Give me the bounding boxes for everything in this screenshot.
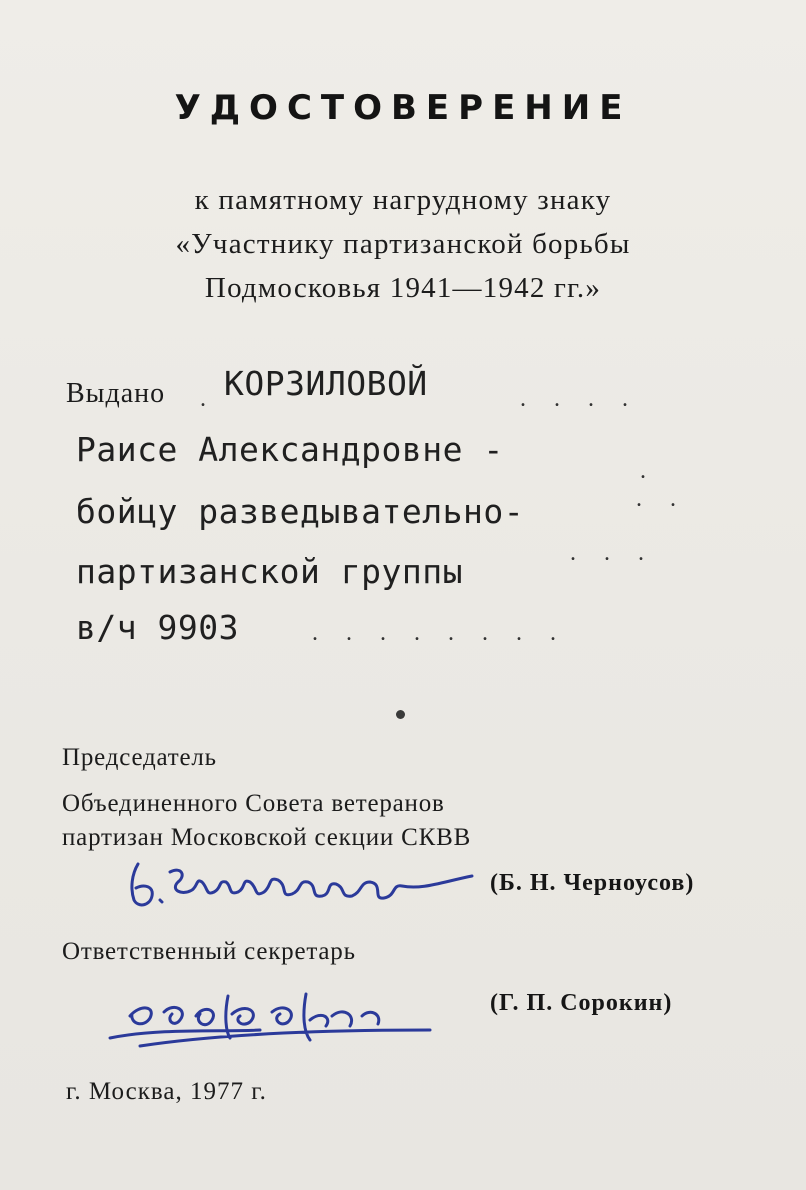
fill-dots: .. (636, 486, 704, 512)
chairman-title-line: Объединенного Совета ветеранов (62, 790, 445, 817)
issued-label: Выдано (66, 378, 166, 409)
chairman-name: (Б. Н. Черноусов) (490, 870, 695, 896)
fill-dots: . (200, 386, 234, 412)
fill-dots: ........ (312, 620, 584, 646)
secretary-title: Ответственный секретарь (62, 938, 356, 965)
recipient-unit-line: в/ч 9903 (76, 608, 239, 647)
chairman-title-line: партизан Московской секции СКВВ (62, 824, 472, 851)
document-subtitle (0, 178, 806, 310)
fill-dots: .... (520, 386, 656, 412)
recipient-group-line: партизанской группы (76, 552, 463, 591)
chairman-title-line: Председатель (62, 744, 217, 771)
subtitle-line: к памятному нагрудному знаку (194, 184, 612, 216)
subtitle-line: Подмосковья 1941—1942 гг.» (204, 272, 602, 304)
recipient-surname: КОРЗИЛОВОЙ (224, 364, 428, 403)
fill-dots: . (640, 458, 674, 484)
fill-dots: ... (570, 540, 672, 566)
place-and-date: г. Москва, 1977 г. (66, 1078, 267, 1105)
chairman-signature (122, 852, 482, 914)
recipient-name-line: Раисе Александровне - (76, 430, 504, 469)
document-title: УДОСТОВЕРЕНИЕ (174, 88, 632, 128)
subtitle-line: «Участнику партизанской борьбы (175, 228, 631, 260)
recipient-role-line: бойцу разведывательно- (76, 492, 525, 531)
secretary-signature (100, 976, 440, 1060)
separator-dot (396, 710, 405, 719)
secretary-name: (Г. П. Сорокин) (490, 990, 673, 1016)
